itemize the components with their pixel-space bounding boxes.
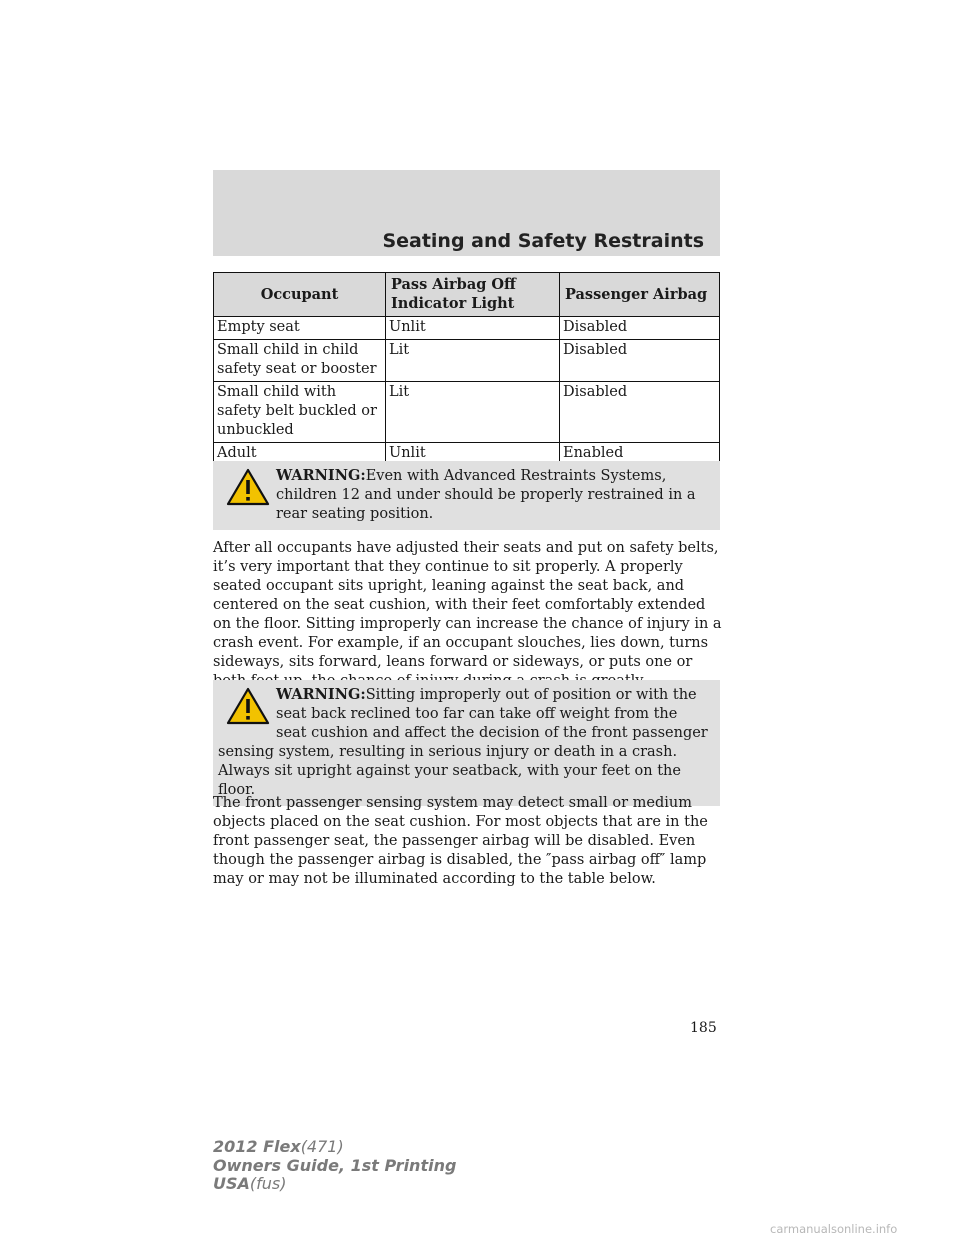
warning-text-secondary: Always sit upright against your seatback, with your feet on the floor. (218, 763, 681, 798)
body-paragraph: The front passenger sensing system may detect small or medium objects placed on the seat cushion. For most objects that are in the front passenger seat, the passenger airbag will be disabled. Even though the passenger airbag is disabled, the ″pass airbag off″ lamp may or may not be illuminated according to the table below. (213, 795, 708, 887)
table-row (214, 317, 720, 340)
table-cell: Empty seat (214, 317, 386, 340)
body-paragraph: After all occupants have adjusted their seats and put on safety belts, it’s very important that they continue to sit properly. A properly seated occupant sits upright, leaning against the seat back, and centered on the seat cushion, with their feet comfortably extended on the floor. Sitting improperly can increase the chance of injury in a crash event. For example, if an occupant slouches, lies down, turns sideways, sits forward, leans forward or sideways, or puts one or (213, 540, 722, 670)
table-cell: Unlit (386, 443, 560, 466)
table-cell: Small child with safety belt buckled or unbuckled (214, 382, 386, 443)
warning-label: WARNING: (276, 686, 366, 703)
table-cell: Adult (214, 443, 386, 466)
footer-code: (471) (300, 1137, 344, 1156)
watermark: carmanualsonline.info (770, 1222, 898, 1236)
warning-triangle-icon (226, 687, 270, 725)
section-header-band (213, 170, 720, 256)
footer-market-code: (fus) (249, 1174, 287, 1193)
section-title: Seating and Safety Restraints (382, 230, 704, 252)
table-cell: Disabled (560, 317, 720, 340)
print-footer (213, 1138, 456, 1194)
warning-label: WARNING: (276, 467, 366, 484)
table-row (214, 340, 720, 382)
column-header: Pass Airbag Off Indicator Light (386, 273, 560, 317)
column-header: Passenger Airbag (560, 273, 720, 317)
table-cell: Small child in child safety seat or booster (214, 340, 386, 382)
airbag-status-table (213, 272, 720, 466)
column-header: Occupant (214, 273, 386, 317)
table-header-row (214, 273, 720, 317)
table-cell: Enabled (560, 443, 720, 466)
footer-model: 2012 Flex (213, 1137, 301, 1156)
footer-edition: Owners Guide, 1st Printing (213, 1155, 457, 1175)
warning-text: Even with Advanced Restraints Systems, children 12 and under should be properly restrained in a rear seating position. (276, 468, 696, 522)
warning-box (213, 461, 720, 530)
footer-market: USA (213, 1174, 250, 1193)
table-cell: Disabled (560, 382, 720, 443)
table-cell: Lit (386, 382, 560, 443)
warning-text: Sitting improperly out of position or with the seat back reclined too far can take off weight from the seat cushion and affect the decision of the front passenger sensing system, resulting in serious injury or death in a crash. (218, 687, 708, 760)
warning-box (213, 680, 720, 806)
page-number: 185 (690, 1020, 717, 1036)
table-cell: Lit (386, 340, 560, 382)
table-row (214, 382, 720, 443)
warning-triangle-icon (226, 468, 270, 506)
table-cell: Unlit (386, 317, 560, 340)
table-cell: Disabled (560, 340, 720, 382)
